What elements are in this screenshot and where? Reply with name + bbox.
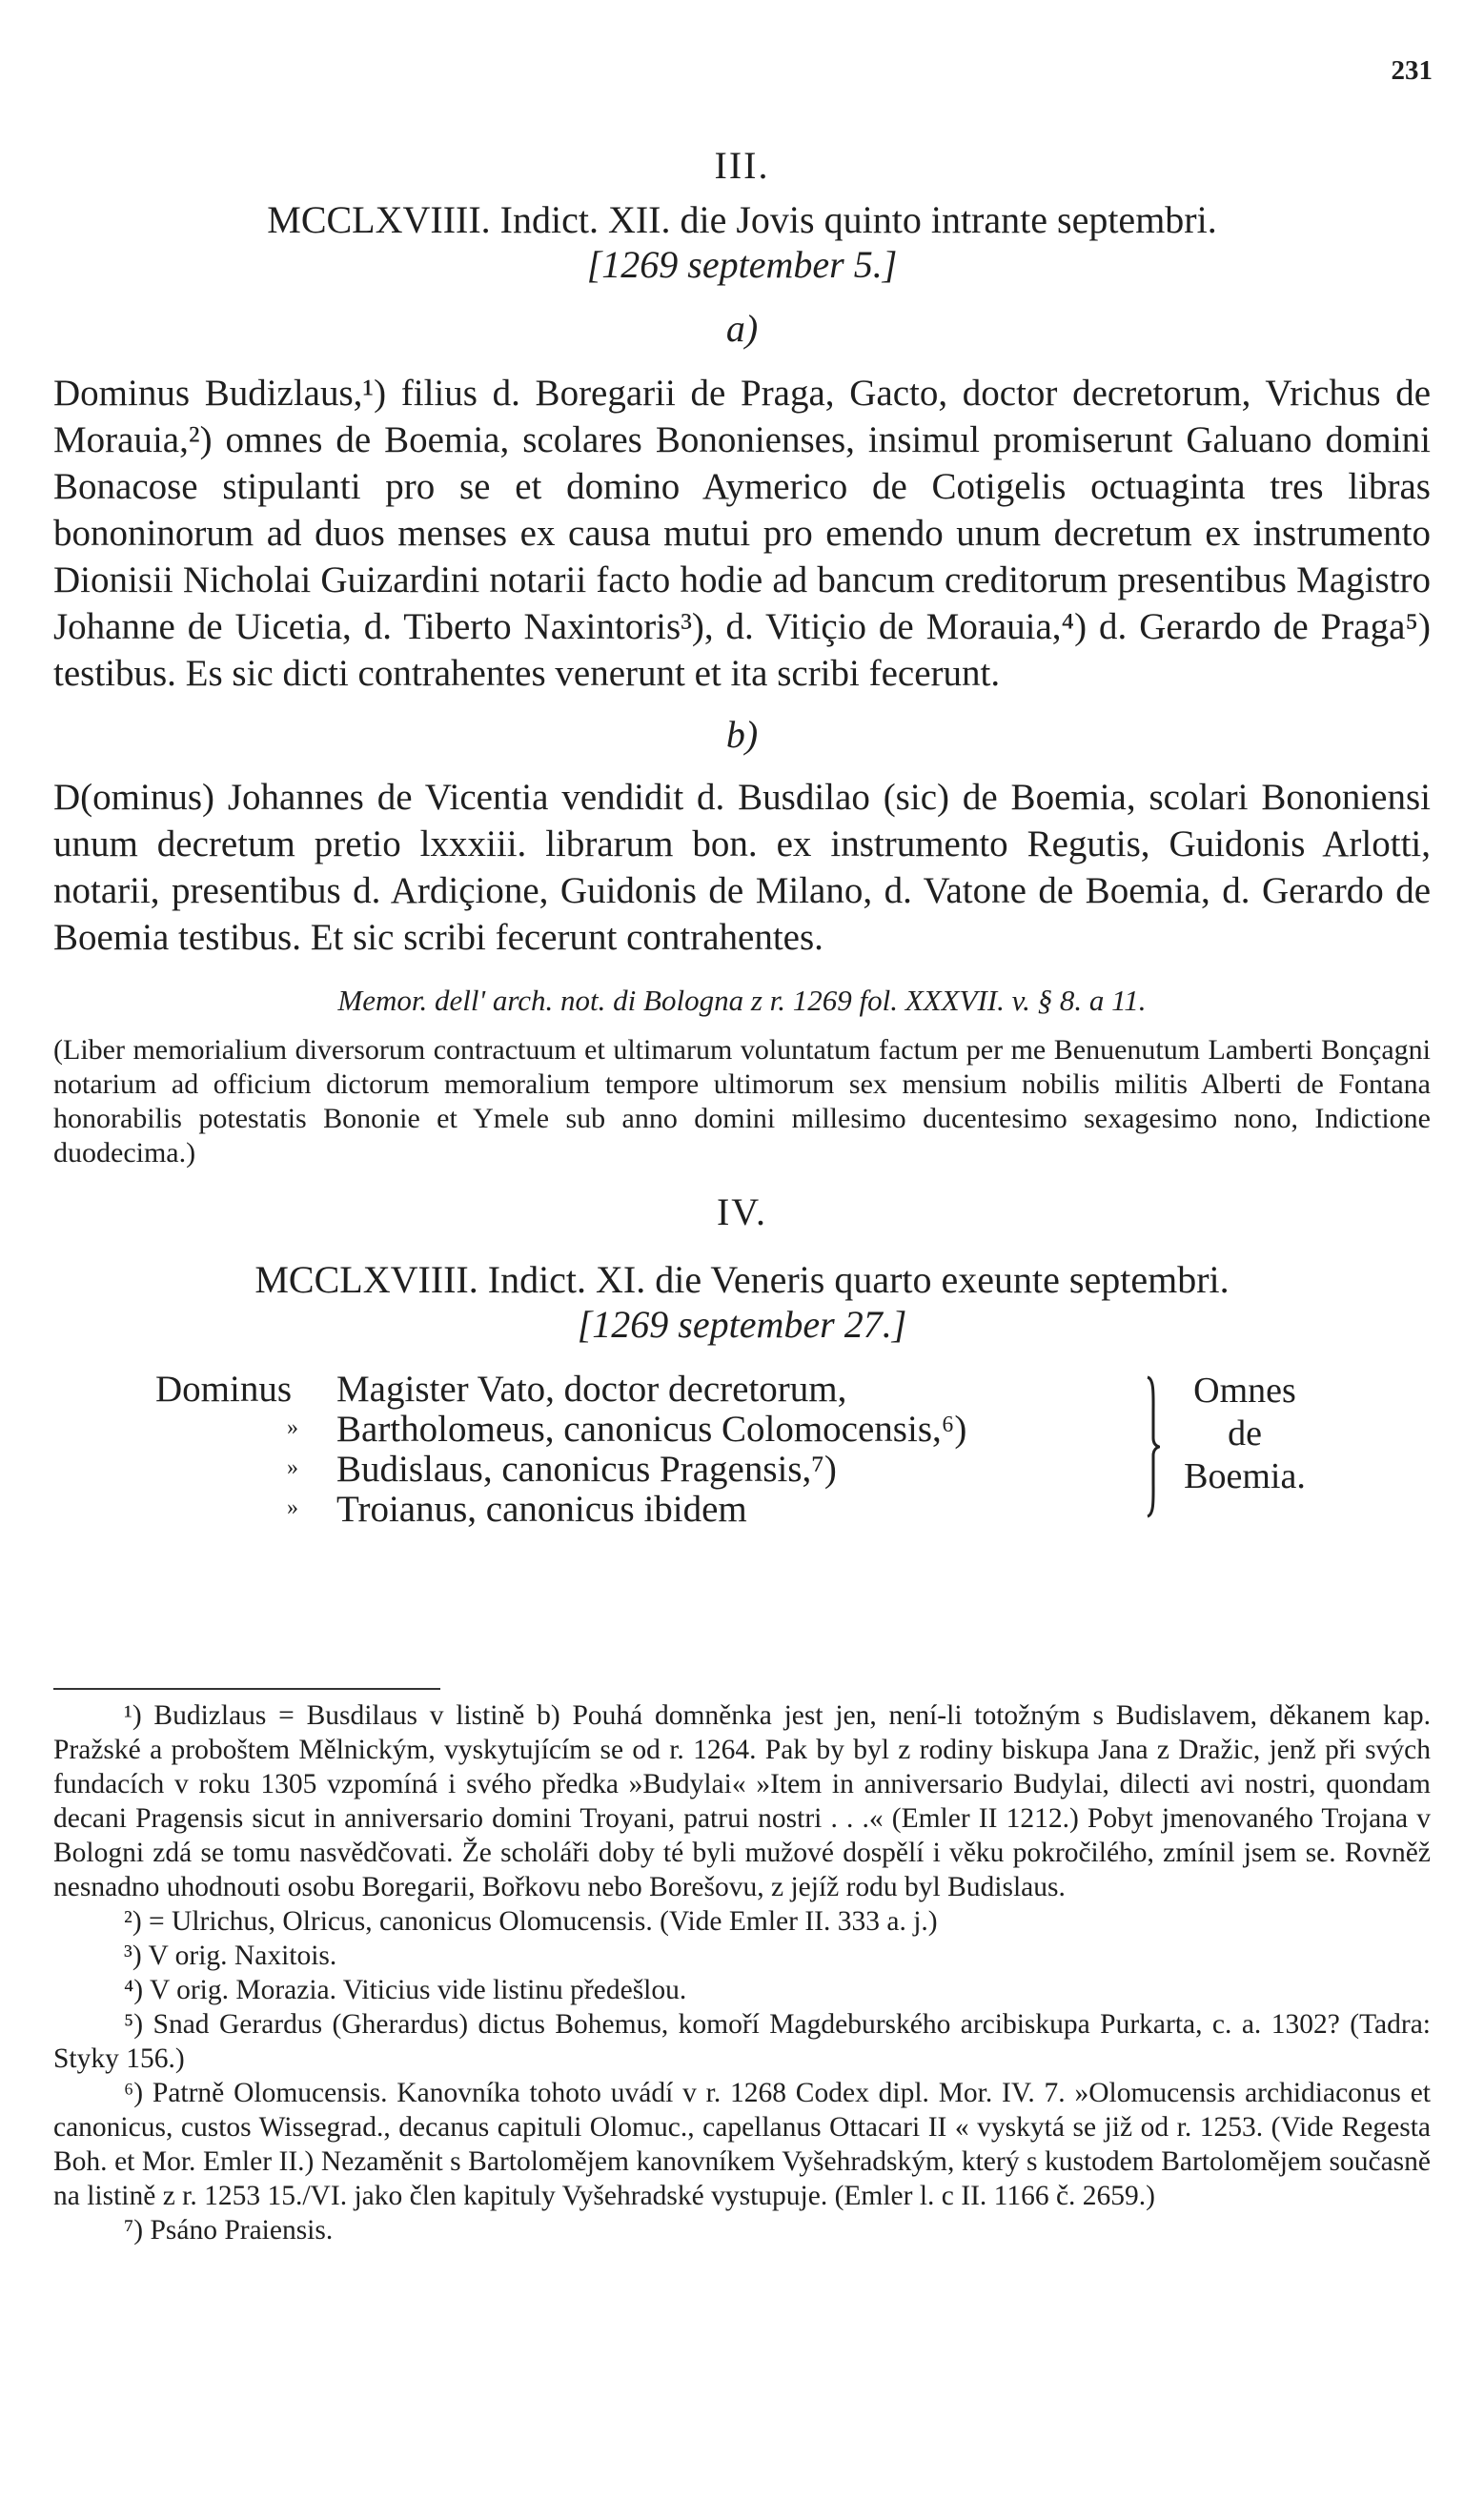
omnes-line: Omnes (1193, 1371, 1296, 1411)
footnote-divider (53, 1688, 440, 1690)
paragraph-b: D(ominus) Johannes de Vicentia vendidit d. Busdilao (sic) de Boemia, scolari Bononiensi unum decretum pretio lxxxiii. librarum bon. ex instrumento Regutis, Guidonis Arlotti, notarii, presentibus d. Ardiçione, Guidonis de Milano, d. Vatone de Boemia, d. Gerardo de Boemia testibus. Et sic scribi fecerunt contrahentes. (53, 777, 1431, 958)
dominus-label: Dominus (155, 1369, 293, 1410)
footnote-2: ²) = Ulrichus, Olricus, canonicus Olomucensis. (Vide Emler II. 333 a. j.) (124, 1906, 938, 1937)
paragraph-label-a: a) (725, 307, 759, 350)
witness-list (53, 1368, 1431, 1535)
paragraph-label-b: b) (725, 713, 759, 756)
section-number-iii: III. (714, 144, 770, 187)
ditto-mark: » (287, 1415, 298, 1440)
section-date-iii: [1269 september 5.] (586, 243, 898, 286)
footnote-6: ⁶) Patrně Olomucensis. Kanovníka tohoto uvádí v r. 1268 Codex dipl. Mor. IV. 7. »Olomucensis archidiaconus et canonicus, custos Wissegrad., decanus capituli Olomuc., capellanus Ottacari II « vyskytá se již od r. 1253. (Vide Regesta Boh. et Mor. Emler II.) Nezaměnit s Bartolomějem kanovníkem Vyšehradským, který s kustodem Bartolomějem současně na listině z r. 1253 15./VI. jako člen kapituly Vyšehradské vystupuje. (Emler l. c II. 1166 č. 2659.) (53, 2078, 1431, 2211)
page-number: 231 (1391, 55, 1433, 86)
section-date-iv: [1269 september 27.] (577, 1303, 907, 1346)
section-number-iv: IV. (716, 1190, 768, 1233)
footnote-7: ⁷) Psáno Praiensis. (124, 2215, 334, 2246)
footnote-1: ¹) Budizlaus = Busdilaus v listině b) Pouhá domněnka jest jen, není-li totožným s Budislavem, děkanem kap. Pražské a proboštem Mělnickým, vyskytujícím se od r. 1264. Pak by byl z rodiny biskupa Jana z Dražic, jenž při svých fundacích v roku 1305 vzpomíná i svého předka »Budylai« »Item in anniversario Budylai, dilecti avi nostri, quondam decani Pragensis sicut in anniversario domini Troyani, patrui nostri . . .« (Emler II 1212.) Pobyt jmenovaného Trojana v Bologni zdá se tomu nasvědčovati. Že scholáři doby té byli mužové dospělí i věku pokročilého, zmínil jsem se. Rovněž nesnadno uhodnouti osobu Boregarii, Bořkovu nebo Borešovu, z jejíž rodu byl Budislaus. (53, 1700, 1431, 1902)
brace-icon (1145, 1375, 1160, 1518)
paragraph-a: Dominus Budizlaus,¹) filius d. Boregarii de Praga, Gacto, doctor decretorum, Vrichus de Morauia,²) omnes de Boemia, scolares Bononienses, insimul promiserunt Galuano domini Bonacose stipulanti pro se et domino Aymerico de Cotigelis octuaginta tres libras bononinorum ad duos menses ex causa mutui pro emendo unum decretum ex instrumento Dionisii Nicholai Guizardini notarii facto hodie ad bancum creditorum presentibus Magistro Johanne de Uicetia, d. Tiberto Naxintoris³), d. Vitiçio de Morauia,⁴) d. Gerardo de Praga⁵) testibus. Es sic dicti contrahentes venerunt et ita scribi fecerunt. (53, 373, 1431, 694)
omnes-de-boemia (1169, 1370, 1321, 1498)
ditto-mark: » (287, 1455, 298, 1480)
witness-entry: Troianus, canonicus ibidem (336, 1489, 747, 1530)
footnote-4: ⁴) V orig. Morazia. Viticius vide listinu předešlou. (124, 1975, 687, 2005)
archive-reference: Memor. dell' arch. not. di Bologna z r. 1269 fol. XXXVII. v. § 8. a 11. (337, 984, 1147, 1017)
omnes-line: de (1228, 1413, 1262, 1453)
footnote-3: ³) V orig. Naxitois. (124, 1941, 337, 1971)
witness-entry: Bartholomeus, canonicus Colomocensis,⁶) (336, 1409, 967, 1450)
section-heading-iv: MCCLXVIIII. Indict. XI. die Veneris quarto exeunte septembri. (254, 1258, 1230, 1301)
omnes-line: Boemia. (1184, 1456, 1306, 1496)
liber-memorialium-note: (Liber memorialium diversorum contractuum et ultimarum voluntatum factum per me Benuenutum Lamberti Bonçagni notarium ad officium dictorum memoralium tempore ultimorum sex mensium nobilis militis Alberti de Fontana honorabilis potestatis Bononie et Ymele sub anno domini millesimo ducentesimo sexagesimo nono, Indictione duodecima.) (53, 1034, 1431, 1169)
ditto-mark: » (287, 1495, 298, 1520)
witness-entry: Budislaus, canonicus Pragensis,⁷) (336, 1449, 837, 1490)
section-heading-iii: MCCLXVIIII. Indict. XII. die Jovis quinto intrante septembri. (267, 198, 1217, 241)
witness-entry: Magister Vato, doctor decretorum, (336, 1369, 847, 1410)
main-text (53, 143, 1431, 1535)
footnote-5: ⁵) Snad Gerardus (Gherardus) dictus Bohemus, komoří Magdeburského arcibiskupa Purkarta, c. a. 1302? (Tadra: Styky 156.) (53, 2009, 1431, 2074)
footnotes (53, 1698, 1431, 2247)
